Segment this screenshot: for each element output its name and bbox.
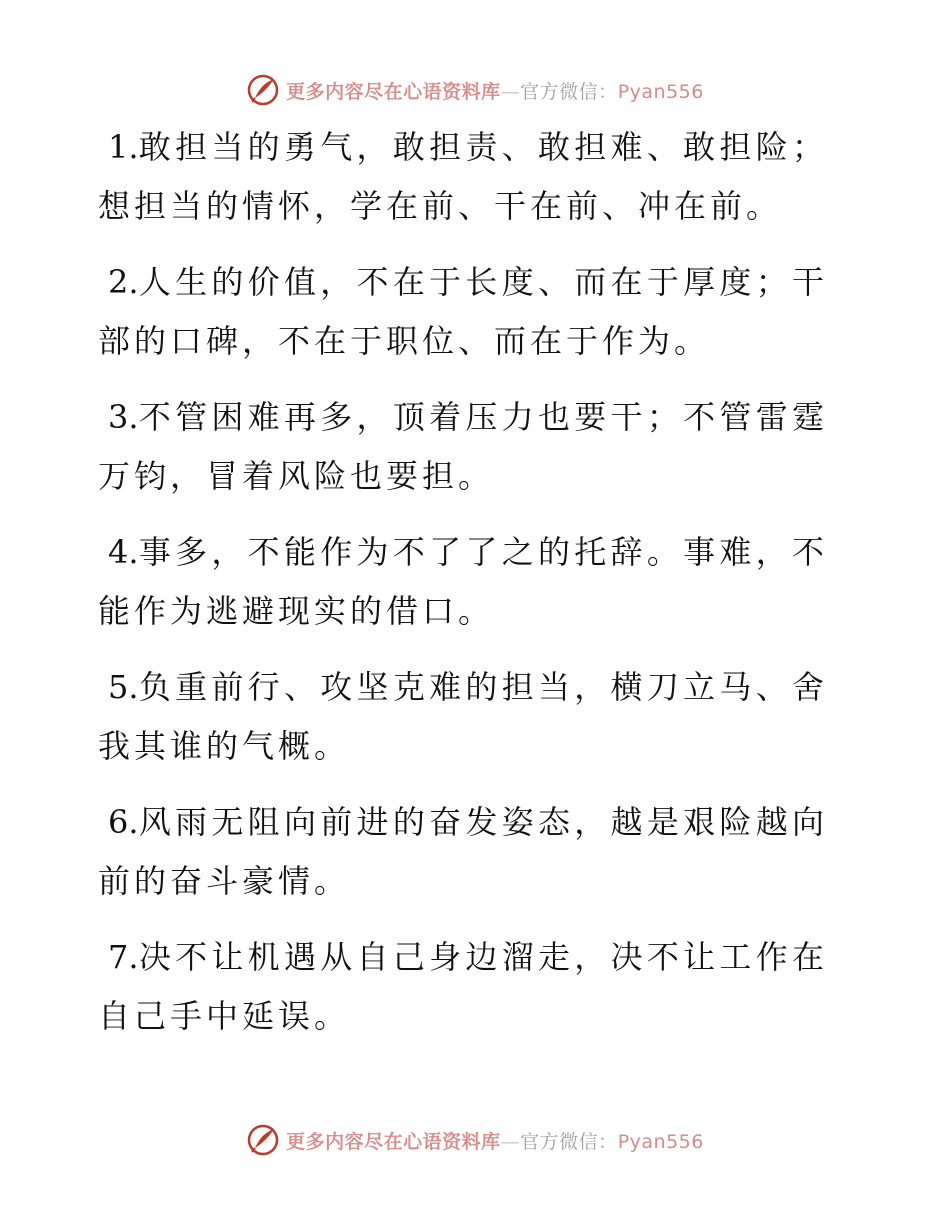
list-item xyxy=(98,928,828,1046)
item-number: 1. xyxy=(108,128,139,166)
list-item xyxy=(98,118,828,236)
item-text: 负重前行、攻坚克难的担当，横刀立马、舍我其谁的气概。 xyxy=(98,668,828,765)
item-text: 敢担当的勇气，敢担责、敢担难、敢担险；想担当的情怀，学在前、干在前、冲在前。 xyxy=(98,128,828,225)
watermark-wechat-id: Pyan556 xyxy=(617,80,704,103)
watermark-dash: — xyxy=(500,80,521,103)
item-text: 决不让机遇从自己身边溜走，决不让工作在自己手中延误。 xyxy=(98,938,828,1035)
quote-list xyxy=(98,118,828,1063)
item-number: 3. xyxy=(108,398,139,436)
list-item xyxy=(98,388,828,506)
list-item xyxy=(98,523,828,641)
item-number: 2. xyxy=(108,263,139,301)
watermark-site: 更多内容尽在心语资料库 xyxy=(286,80,501,103)
watermark-text xyxy=(286,77,704,104)
list-item xyxy=(98,658,828,776)
watermark-wechat-label: 官方微信： xyxy=(520,80,618,103)
item-number: 5. xyxy=(108,668,139,706)
watermark-wechat-label: 官方微信： xyxy=(520,1130,618,1153)
list-item xyxy=(98,793,828,911)
watermark-dash: — xyxy=(500,1130,521,1153)
item-number: 4. xyxy=(108,533,139,571)
item-text: 事多，不能作为不了了之的托辞。事难，不能作为逃避现实的借口。 xyxy=(98,533,828,630)
watermark-site: 更多内容尽在心语资料库 xyxy=(286,1130,501,1153)
item-text: 不管困难再多，顶着压力也要干；不管雷霆万钧，冒着风险也要担。 xyxy=(98,398,828,495)
watermark-text xyxy=(286,1127,704,1154)
item-number: 7. xyxy=(108,938,139,976)
feather-pen-logo-icon xyxy=(246,1123,280,1157)
header-watermark xyxy=(0,70,950,110)
list-item xyxy=(98,253,828,371)
watermark-wechat-id: Pyan556 xyxy=(617,1130,704,1153)
item-text: 风雨无阻向前进的奋发姿态，越是艰险越向前的奋斗豪情。 xyxy=(98,803,828,900)
item-text: 人生的价值，不在于长度、而在于厚度；干部的口碑，不在于职位、而在于作为。 xyxy=(98,263,828,360)
item-number: 6. xyxy=(108,803,139,841)
footer-watermark xyxy=(0,1120,950,1160)
feather-pen-logo-icon xyxy=(246,73,280,107)
